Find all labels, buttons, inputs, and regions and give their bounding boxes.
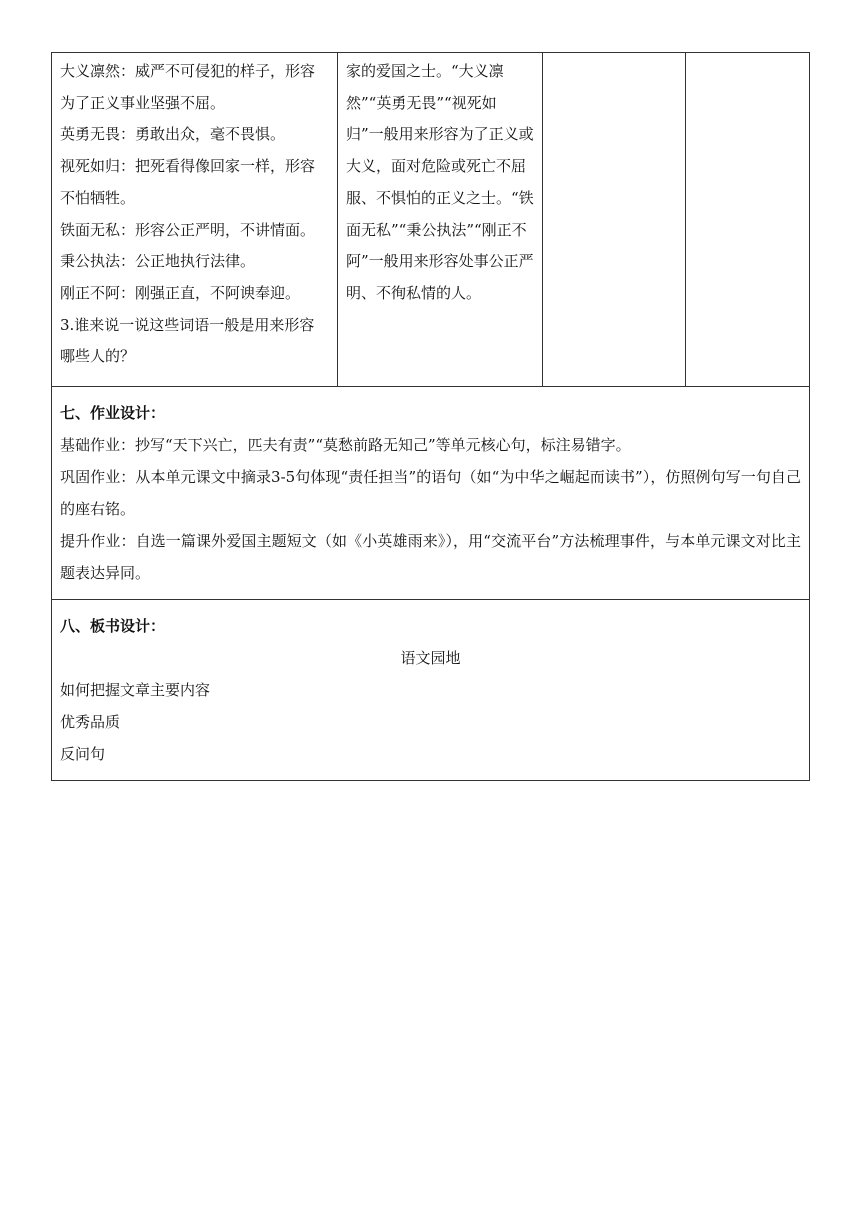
board-title: 语文园地 xyxy=(400,649,461,667)
homework-heading: 七、作业设计： xyxy=(60,404,166,422)
homework-advanced: 提升作业：自选一篇课外爱国主题短文（如《小英雄雨来》），用“交流平台”方法梳理事件，与本单元课文对比主题表达异同。 xyxy=(60,532,801,582)
vocab-answer-text: 家的爱国之士。“大义凛然”“英勇无畏”“视死如归”一般用来形容为了正义或大义，面对危险或死亡不屈服、不惧怕的正义之士。“铁面无私”“秉公执法”“刚正不阿”一般用来形容处事公正严明、不徇私情的人。 xyxy=(346,62,534,302)
definition-dayilinran: 大义凛然：威严不可侵犯的样子，形容为了正义事业坚强不屈。 xyxy=(60,62,316,112)
homework-section xyxy=(52,387,810,600)
board-row xyxy=(52,600,810,781)
definition-tiemianwusi: 铁面无私：形容公正严明，不讲情面。 xyxy=(60,220,316,239)
definition-yingyongwuwei: 英勇无畏：勇敢出众，毫不畏惧。 xyxy=(60,125,286,144)
homework-basic: 基础作业：抄写“天下兴亡，匹夫有责”“莫愁前路无知己”等单元核心句，标注易错字。 xyxy=(60,436,631,454)
vocab-definitions-cell xyxy=(52,53,338,387)
empty-cell-4 xyxy=(686,53,810,387)
empty-cell-3 xyxy=(543,53,686,387)
homework-row xyxy=(52,387,810,600)
board-item: 优秀品质 xyxy=(60,713,121,731)
vocab-row xyxy=(52,53,810,387)
definition-shisirugui: 视死如归：把死看得像回家一样，形容不怕牺牲。 xyxy=(60,157,316,207)
definition-gangzhengbue: 刚正不阿：刚强正直，不阿谀奉迎。 xyxy=(60,283,301,302)
board-design-section xyxy=(52,600,810,781)
question-3: 3.谁来说一说这些词语一般是用来形容哪些人的？ xyxy=(60,315,315,366)
definition-binggongzhifa: 秉公执法：公正地执行法律。 xyxy=(60,252,256,271)
board-heading: 八、板书设计： xyxy=(60,617,166,635)
lesson-plan-table xyxy=(51,52,810,781)
board-item: 反问句 xyxy=(60,745,106,763)
board-item: 如何把握文章主要内容 xyxy=(60,681,211,699)
document-page xyxy=(51,52,809,781)
vocab-answer-cell xyxy=(338,53,543,387)
homework-consolidate: 巩固作业：从本单元课文中摘录3-5句体现“责任担当”的语句（如“为中华之崛起而读书”），仿照例句写一句自己的座右铭。 xyxy=(60,468,801,518)
